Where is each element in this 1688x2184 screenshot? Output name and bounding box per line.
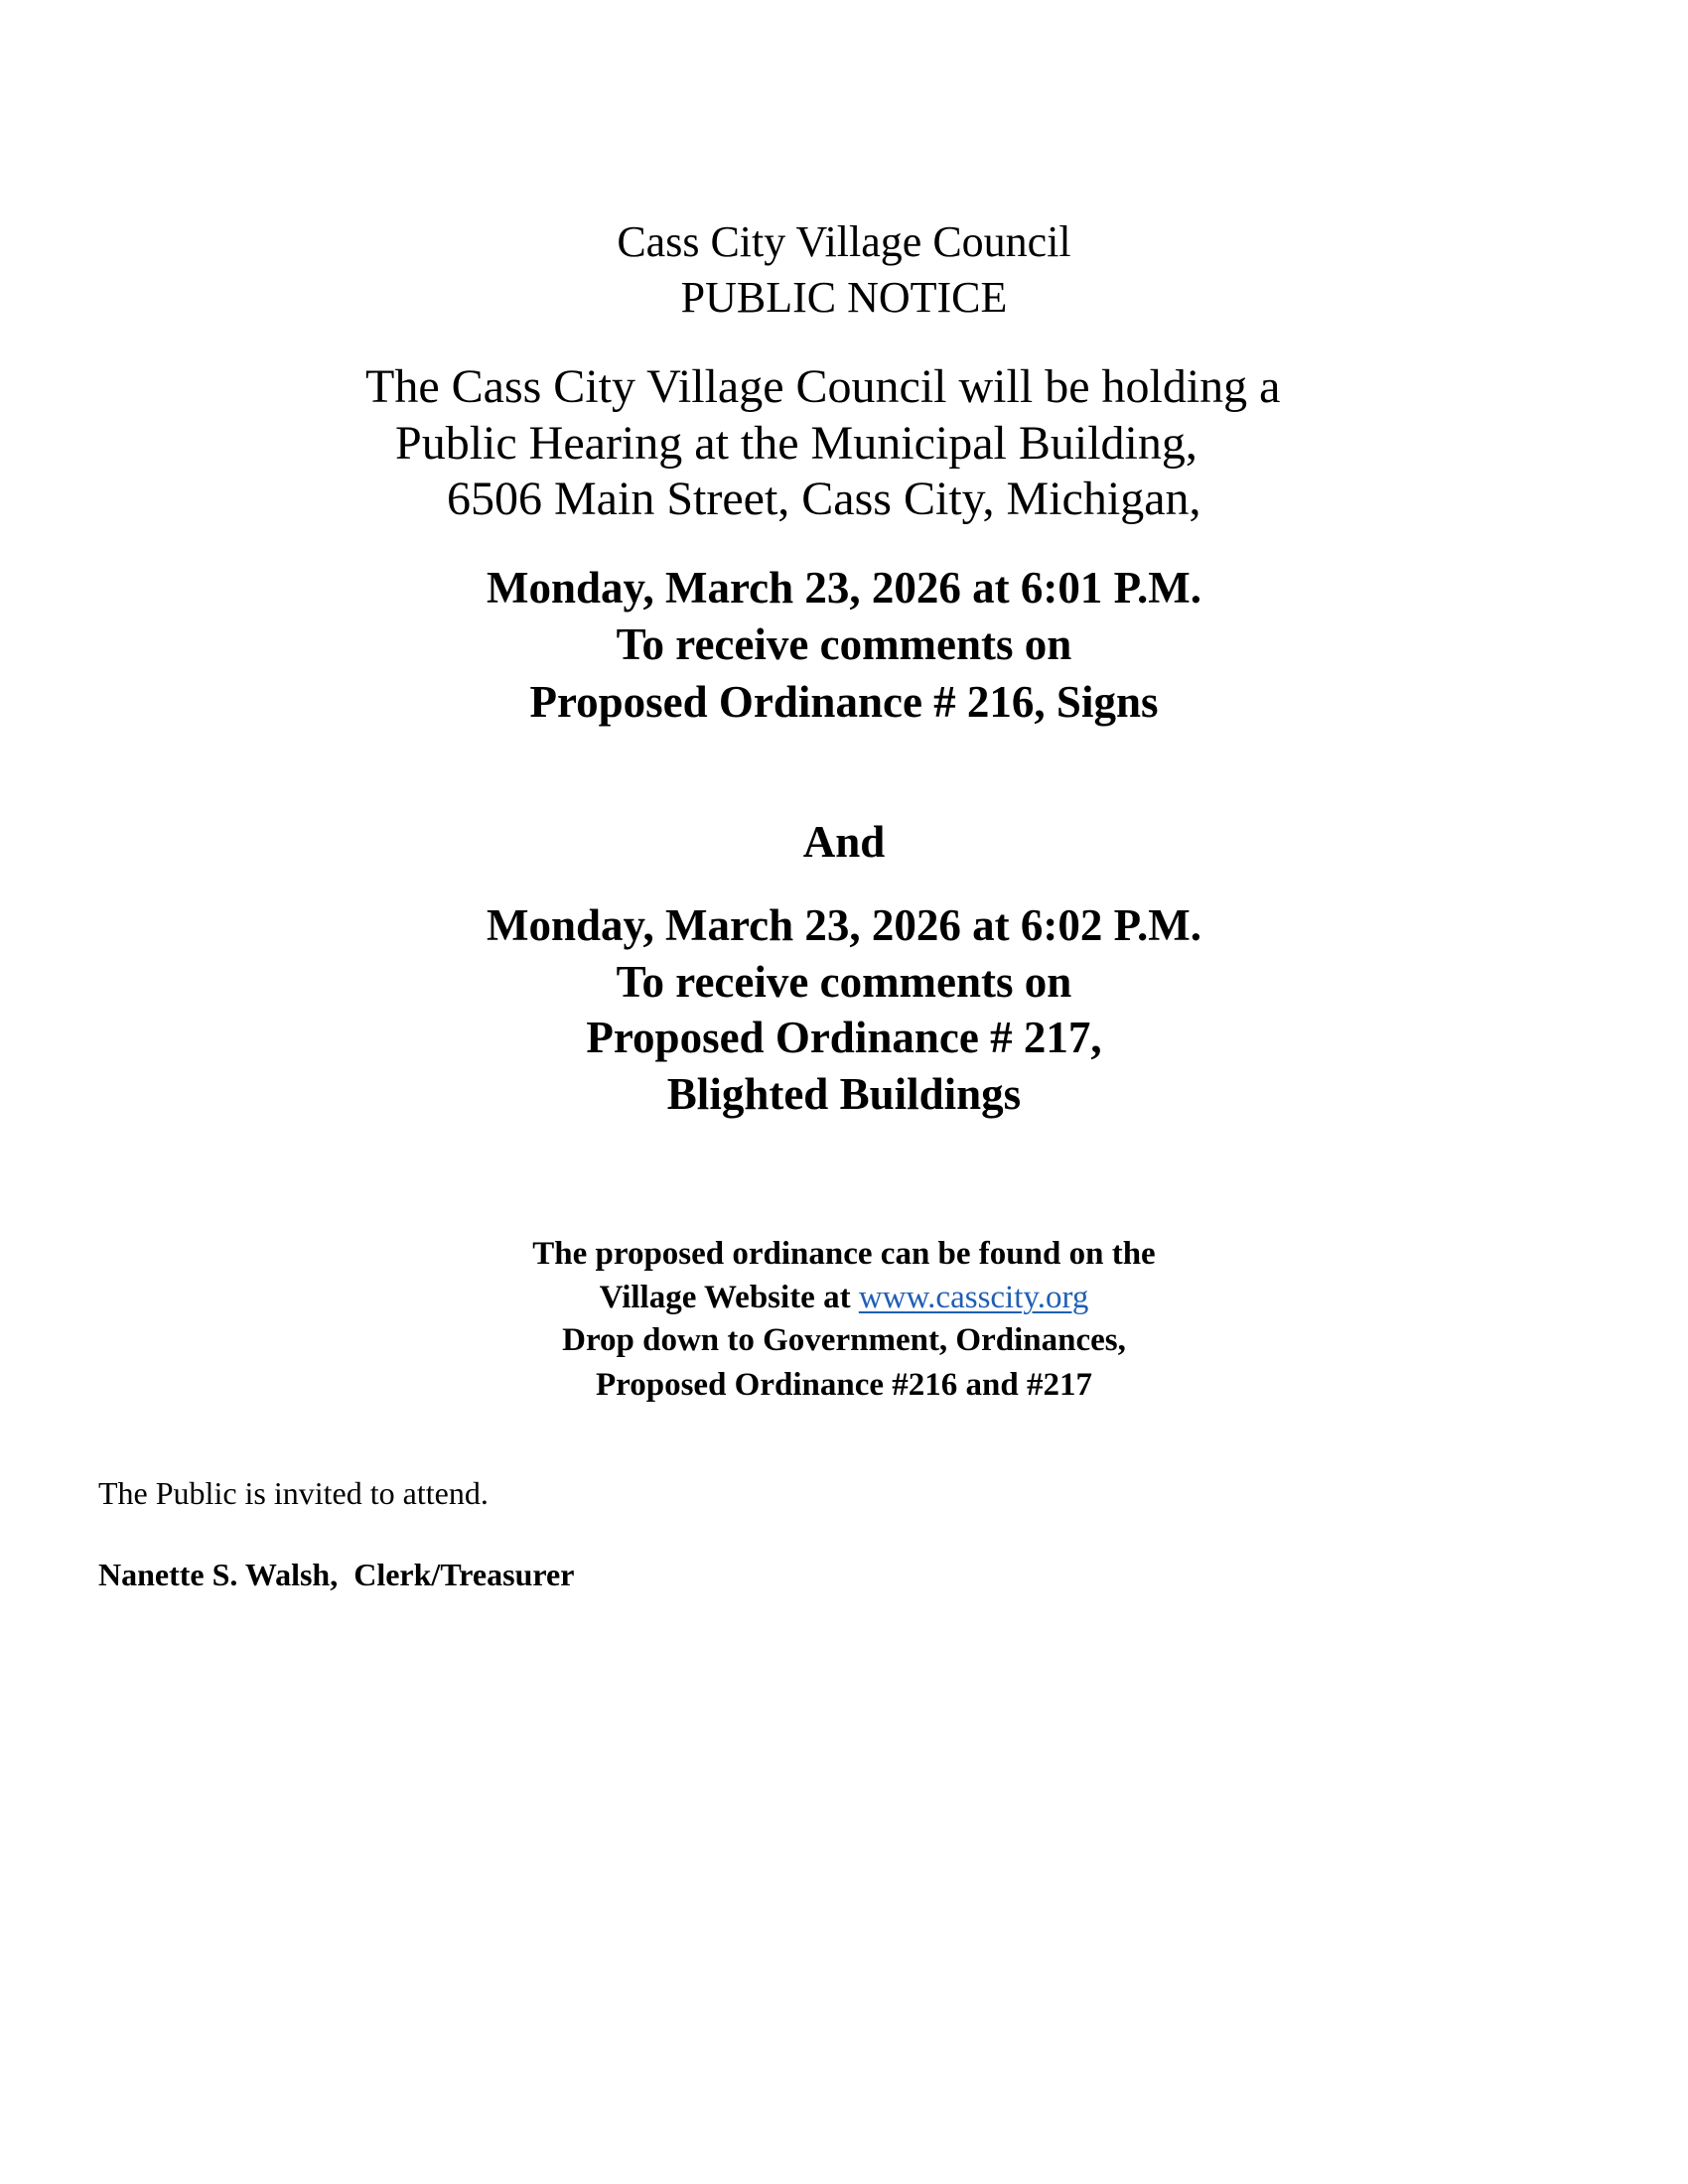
website-link[interactable]: www.casscity.org <box>858 1280 1089 1315</box>
info-line-3: Drop down to Government, Ordinances, <box>562 1322 1126 1358</box>
info-line-2-prefix: Village Website at <box>599 1280 859 1315</box>
hearing-2-ordinance-title: Blighted Buildings <box>666 1069 1022 1119</box>
hearing-2-datetime: Monday, March 23, 2026 at 6:02 P.M. <box>487 900 1201 950</box>
intro-line-3: 6506 Main Street, Cass City, Michigan, <box>447 473 1201 525</box>
info-line-4: Proposed Ordinance #216 and #217 <box>596 1367 1092 1403</box>
signature: Nanette S. Walsh, Clerk/Treasurer <box>98 1557 575 1592</box>
separator-and: And <box>802 817 886 867</box>
info-line-1: The proposed ordinance can be found on the <box>532 1236 1156 1272</box>
intro-line-2: Public Hearing at the Municipal Building, <box>395 417 1197 470</box>
hearing-2-ordinance: Proposed Ordinance # 217, <box>586 1013 1102 1062</box>
intro-line-1: The Cass City Village Council will be holding a <box>365 360 1281 413</box>
info-line-2 <box>0 1282 1688 1314</box>
hearing-1-purpose: To receive comments on <box>616 619 1072 669</box>
hearing-1-datetime: Monday, March 23, 2026 at 6:01 P.M. <box>487 563 1201 613</box>
notice-heading: PUBLIC NOTICE <box>680 273 1008 322</box>
org-title: Cass City Village Council <box>617 217 1071 266</box>
invitation-text: The Public is invited to attend. <box>98 1475 489 1511</box>
hearing-1-ordinance: Proposed Ordinance # 216, Signs <box>529 677 1159 727</box>
hearing-2-purpose: To receive comments on <box>616 957 1072 1007</box>
